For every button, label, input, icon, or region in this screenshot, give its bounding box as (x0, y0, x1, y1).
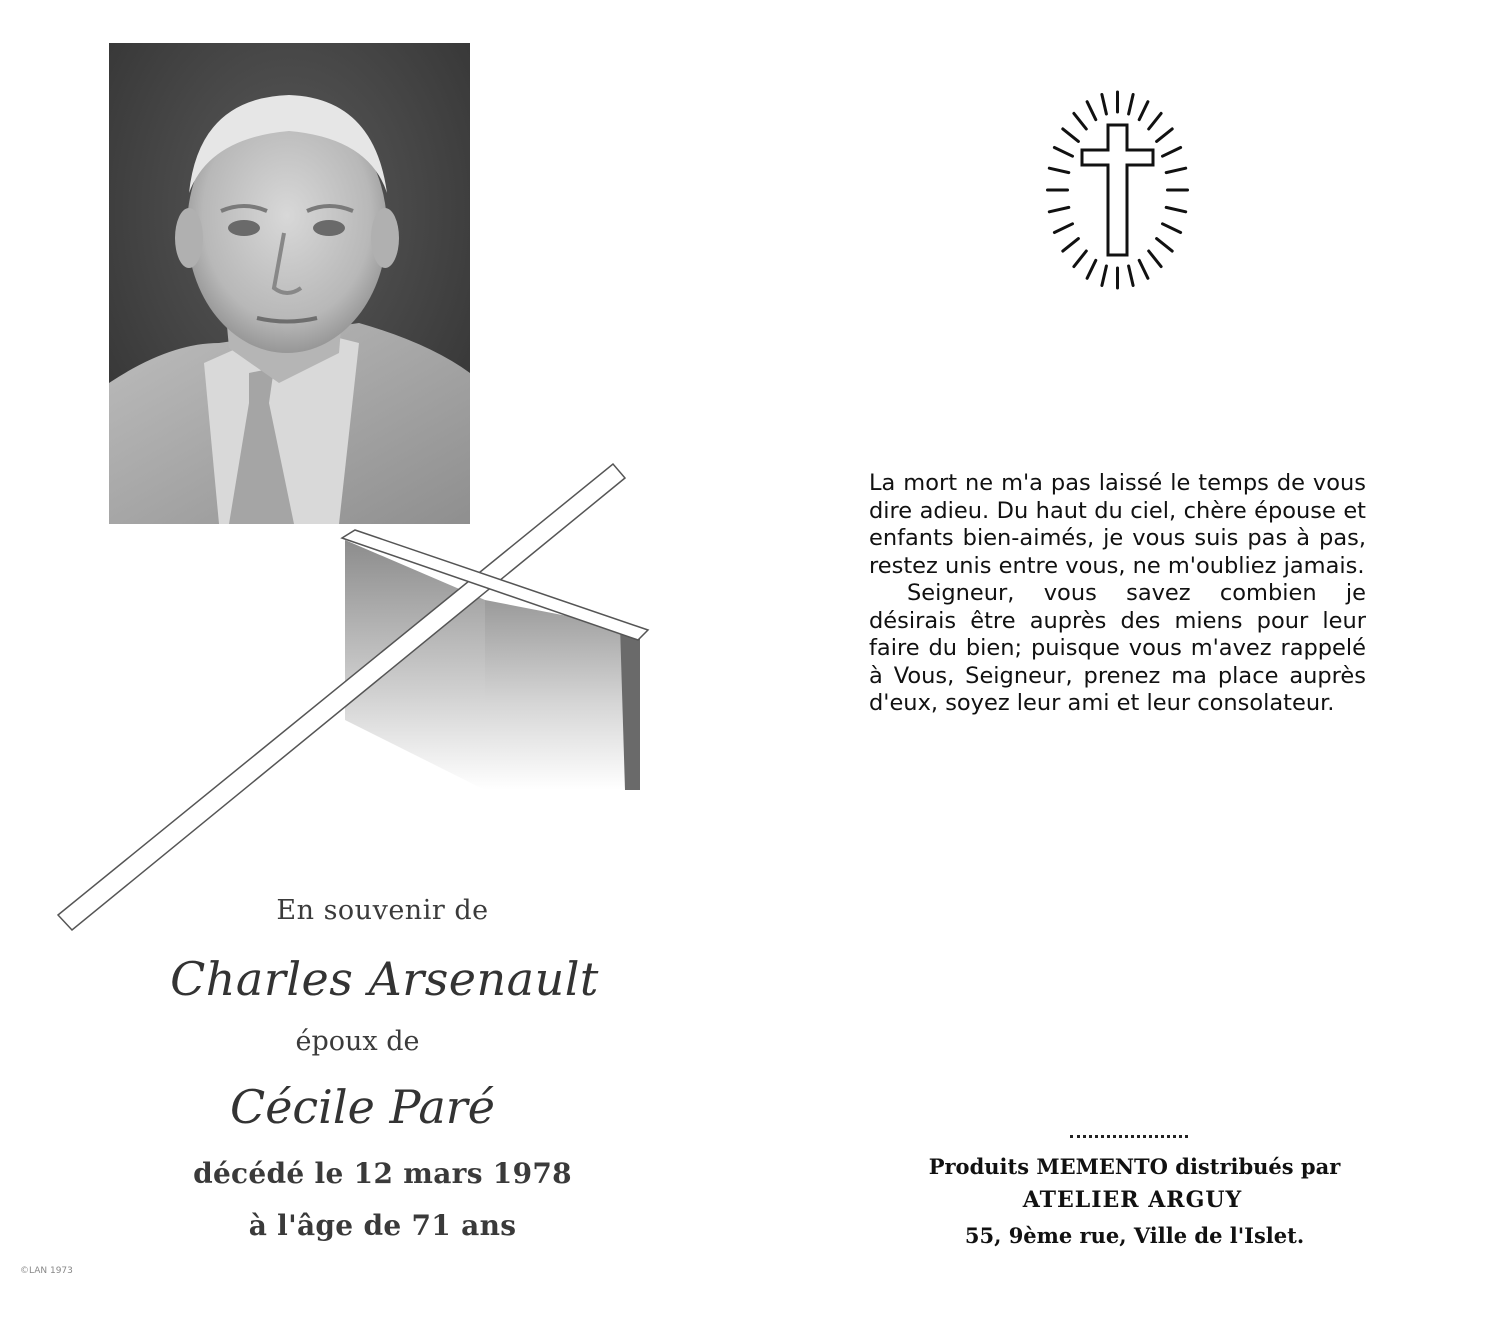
ray-mark (1157, 129, 1173, 142)
ray-mark (1049, 207, 1069, 211)
right-panel (745, 0, 1500, 1321)
ray-mark (1149, 251, 1161, 267)
prayer-text (869, 470, 1366, 718)
ray-mark (1049, 168, 1069, 172)
ray-mark (1102, 95, 1107, 115)
prayer-paragraph-2: Seigneur, vous savez combien je désirais être auprès des miens pour leur faire du bien; puisque vous m'avez rappelé à Vous, Seigneur, prenez ma place auprès d'eux, soyez leur ami et leur consolateur. (869, 580, 1366, 716)
prayer-paragraph-1: La mort ne m'a pas laissé le temps de vous dire adieu. Du haut du ciel, chère épouse et enfants bien-aimés, je vous suis pas à pas, restez unis entre vous, ne m'oubliez jamais. (869, 470, 1366, 579)
deceased-name: Charles Arsenault (170, 952, 599, 1006)
radiant-cross-icon (1045, 90, 1190, 290)
ray-mark (1074, 251, 1086, 267)
portrait-photo (109, 43, 470, 524)
ray-mark (1139, 102, 1148, 120)
ray-mark (1102, 266, 1107, 286)
spouse-name: Cécile Paré (230, 1080, 495, 1134)
credit-address: 55, 9ème rue, Ville de l'Islet. (964, 1223, 1305, 1248)
ray-mark (1063, 129, 1079, 142)
age-line: à l'âge de 71 ans (248, 1209, 517, 1242)
credit-distributor: Produits MEMENTO distribués par (928, 1154, 1341, 1179)
ray-mark (1074, 113, 1086, 129)
ray-mark (1166, 168, 1186, 172)
ray-mark (1087, 260, 1096, 278)
credit-company: ATELIER ARGUY (1022, 1187, 1243, 1213)
ray-mark (1163, 224, 1181, 233)
printer-mark: ©LAN 1973 (20, 1266, 73, 1276)
souvenir-line: En souvenir de (276, 895, 489, 926)
ray-mark (1129, 266, 1134, 286)
ray-mark (1129, 95, 1134, 115)
ray-mark (1149, 113, 1161, 129)
ray-mark (1166, 207, 1186, 211)
ray-mark (1087, 102, 1096, 120)
ray-mark (1157, 239, 1173, 252)
spouse-intro: époux de (295, 1026, 420, 1057)
ray-mark (1163, 148, 1181, 157)
ray-mark (1139, 260, 1148, 278)
ray-mark (1063, 239, 1079, 252)
ray-mark (1054, 224, 1072, 233)
divider (1070, 1135, 1188, 1138)
ray-mark (1054, 148, 1072, 157)
death-date: décédé le 12 mars 1978 (193, 1157, 572, 1190)
left-panel (0, 0, 745, 1321)
cross-illustration (50, 460, 670, 940)
